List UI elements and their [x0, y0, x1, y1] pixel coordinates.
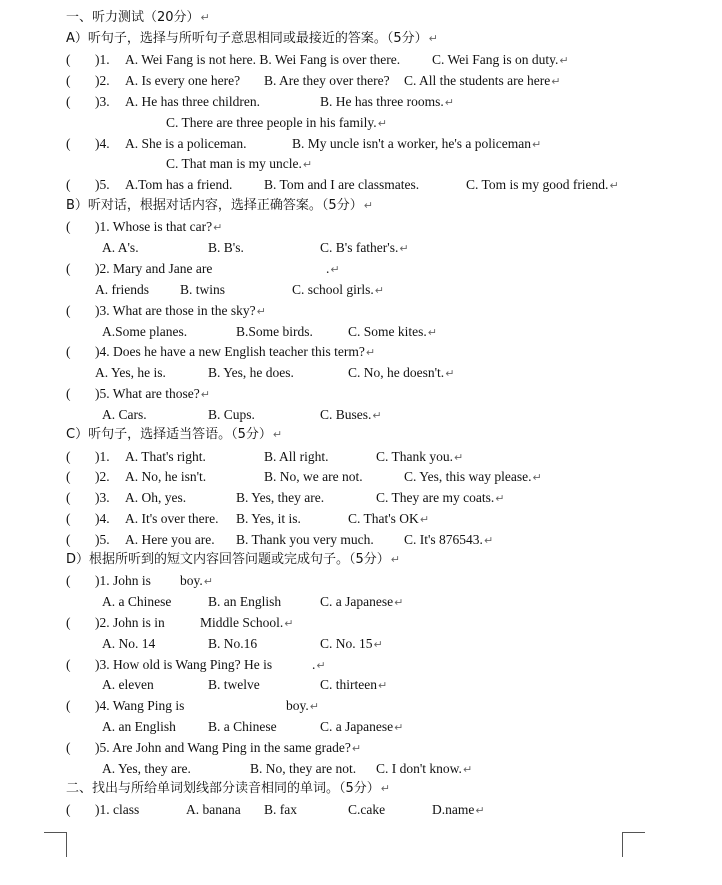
- question-text: C. I don't know.↵: [376, 761, 473, 776]
- question-text: A. Yes, they are.: [102, 761, 191, 776]
- question-text: C. No. 15↵: [320, 636, 383, 651]
- paragraph-return-mark: ↵: [372, 409, 382, 422]
- question-text: (: [66, 469, 71, 484]
- question-text: C. Thank you.↵: [376, 449, 464, 464]
- question-text: B. an English: [208, 594, 282, 609]
- question-text: A. A's.: [102, 240, 139, 255]
- paragraph-return-mark: ↵: [272, 428, 283, 441]
- paragraph-return-mark: ↵: [363, 199, 373, 212]
- question-text: (: [66, 511, 71, 526]
- question-text: )1.: [95, 52, 110, 67]
- question-text: C. a Japanese↵: [320, 594, 404, 609]
- question-text: (: [66, 657, 71, 672]
- question-text: )3.: [95, 490, 110, 505]
- question-text: C. Some kites.↵: [348, 324, 437, 339]
- paragraph-return-mark: ↵: [380, 782, 390, 795]
- paragraph-return-mark: ↵: [609, 179, 619, 192]
- question-text: (: [66, 573, 71, 588]
- paragraph-return-mark: ↵: [316, 659, 326, 672]
- paragraph-return-mark: ↵: [532, 471, 542, 484]
- question-text: )1. John is: [95, 573, 151, 588]
- question-text: (: [66, 261, 71, 276]
- question-text: A. No, he isn't.: [125, 469, 207, 484]
- question-text: Middle School.↵: [200, 615, 294, 630]
- question-text: )4.: [95, 136, 110, 151]
- question-text: A. He has three children.: [125, 94, 260, 109]
- paragraph-return-mark: ↵: [559, 54, 569, 67]
- question-text: (: [66, 219, 71, 234]
- question-text: )2. Mary and Jane are: [95, 261, 213, 276]
- paragraph-return-mark: ↵: [428, 32, 438, 45]
- question-text: C. There are three people in his family.↵: [166, 115, 387, 130]
- question-text: )2.: [95, 469, 110, 484]
- question-text: C. Buses.↵: [320, 407, 382, 422]
- question-text: A. It's over there.: [125, 511, 219, 526]
- paragraph-return-mark: ↵: [445, 367, 455, 380]
- paragraph-return-mark: ↵: [284, 617, 294, 630]
- question-text: )1. class: [95, 802, 140, 817]
- paragraph-return-mark: ↵: [495, 492, 505, 505]
- paragraph-return-mark: ↵: [394, 596, 404, 609]
- section-heading: 一、听力测试（20分）↵: [66, 10, 210, 25]
- question-text: )1.: [95, 449, 110, 464]
- question-text: B. All right.: [264, 449, 329, 464]
- paragraph-return-mark: ↵: [213, 221, 223, 234]
- question-text: A. Here you are.: [125, 532, 215, 547]
- page-corner-mark-left: [44, 832, 67, 857]
- question-text: A. No. 14: [102, 636, 156, 651]
- paragraph-return-mark: ↵: [351, 742, 362, 755]
- question-text: C. All the students are here↵: [404, 73, 561, 88]
- question-text: A. eleven: [102, 677, 154, 692]
- question-text: .↵: [312, 657, 326, 672]
- question-text: )5.: [95, 532, 110, 547]
- question-text: C. That's OK↵: [348, 511, 430, 526]
- question-text: C. B's father's.↵: [320, 240, 409, 255]
- paragraph-return-mark: ↵: [427, 326, 437, 339]
- question-text: A. an English: [102, 719, 176, 734]
- question-text: A. Oh, yes.: [125, 490, 187, 505]
- paragraph-return-mark: ↵: [200, 11, 210, 24]
- section-heading: B）听对话，根据对话内容，选择正确答案。（5分）↵: [66, 198, 373, 213]
- question-text: (: [66, 303, 71, 318]
- question-text: A. Yes, he is.: [95, 365, 166, 380]
- question-text: (: [66, 490, 71, 505]
- paragraph-return-mark: ↵: [444, 96, 454, 109]
- question-text: )2. John is in: [95, 615, 165, 630]
- question-text: B. B's.: [208, 240, 244, 255]
- question-text: B. Thank you very much.: [236, 532, 374, 547]
- question-text: A.Some planes.: [102, 324, 188, 339]
- paragraph-return-mark: ↵: [454, 451, 464, 464]
- question-text: A. She is a policeman.: [125, 136, 247, 151]
- question-text: B. No.16: [208, 636, 258, 651]
- question-text: A.Tom has a friend.: [125, 177, 233, 192]
- paragraph-return-mark: ↵: [330, 263, 340, 276]
- paragraph-return-mark: ↵: [377, 117, 387, 130]
- question-text: (: [66, 532, 71, 547]
- paragraph-return-mark: ↵: [203, 575, 213, 588]
- paragraph-return-mark: ↵: [309, 700, 319, 713]
- question-text: )2.: [95, 73, 110, 88]
- question-text: B. My uncle isn't a worker, he's a policeman↵: [292, 136, 542, 151]
- paragraph-return-mark: ↵: [200, 388, 210, 401]
- question-text: A. Is every one here?: [125, 73, 241, 88]
- question-text: A. a Chinese: [102, 594, 172, 609]
- question-text: C. school girls.↵: [292, 282, 384, 297]
- question-text: boy.↵: [286, 698, 319, 713]
- question-text: (: [66, 136, 71, 151]
- question-text: C. a Japanese↵: [320, 719, 404, 734]
- paragraph-return-mark: ↵: [302, 158, 313, 171]
- question-text: B. twins: [180, 282, 226, 297]
- question-text: (: [66, 344, 71, 359]
- question-text: D.name↵: [432, 802, 485, 817]
- question-text: C. thirteen↵: [320, 677, 388, 692]
- question-text: B. No, they are not.: [250, 761, 357, 776]
- question-text: )1. Whose is that car?↵: [95, 219, 223, 234]
- question-text: )4.: [95, 511, 110, 526]
- question-text: A. banana: [186, 802, 241, 817]
- question-text: )5. What are those?↵: [95, 386, 210, 401]
- question-text: C. It's 876543.↵: [404, 532, 494, 547]
- paragraph-return-mark: ↵: [390, 553, 401, 566]
- question-text: B. Tom and I are classmates.: [264, 177, 420, 192]
- section-heading: A）听句子，选择与所听句子意思相同或最接近的答案。（5分）↵: [66, 31, 438, 46]
- paragraph-return-mark: ↵: [374, 284, 384, 297]
- paragraph-return-mark: ↵: [532, 138, 542, 151]
- question-text: (: [66, 386, 71, 401]
- section-heading: 二、找出与所给单词划线部分读音相同的单词。（5分）↵: [66, 781, 390, 796]
- question-text: C.cake: [348, 802, 386, 817]
- question-text: A. Wei Fang is not here. B. Wei Fang is over there.: [125, 52, 401, 67]
- question-text: B. Are they over there?: [264, 73, 390, 88]
- paragraph-return-mark: ↵: [475, 804, 485, 817]
- question-text: (: [66, 615, 71, 630]
- question-text: (: [66, 52, 71, 67]
- question-text: C. Yes, this way please.↵: [404, 469, 542, 484]
- question-text: .↵: [326, 261, 340, 276]
- paragraph-return-mark: ↵: [373, 638, 383, 651]
- question-text: (: [66, 94, 71, 109]
- section-heading: D）根据所听到的短文内容回答问题或完成句子。（5分）↵: [66, 552, 401, 567]
- question-text: (: [66, 73, 71, 88]
- question-text: )3.: [95, 94, 110, 109]
- question-text: B. Yes, they are.: [236, 490, 325, 505]
- question-text: B. He has three rooms.↵: [320, 94, 454, 109]
- paragraph-return-mark: ↵: [419, 513, 430, 526]
- question-text: )4. Does he have a new English teacher this term?↵: [95, 344, 376, 359]
- paragraph-return-mark: ↵: [365, 346, 376, 359]
- question-text: )5. Are John and Wang Ping in the same grade?↵: [95, 740, 362, 755]
- question-text: C. Wei Fang is on duty.↵: [432, 52, 569, 67]
- question-text: )4. Wang Ping is: [95, 698, 185, 713]
- question-text: B. fax: [264, 802, 297, 817]
- question-text: B. Cups.: [208, 407, 255, 422]
- paragraph-return-mark: ↵: [462, 763, 473, 776]
- question-text: C. Tom is my good friend.↵: [466, 177, 619, 192]
- question-text: C. They are my coats.↵: [376, 490, 505, 505]
- section-heading: C）听句子，选择适当答语。（5分）↵: [66, 427, 283, 442]
- page-corner-mark-right: [622, 832, 645, 857]
- question-text: B. a Chinese: [208, 719, 277, 734]
- question-text: (: [66, 449, 71, 464]
- question-text: C. That man is my uncle.↵: [166, 156, 313, 171]
- question-text: A. friends: [95, 282, 149, 297]
- question-text: B. Yes, he does.: [208, 365, 294, 380]
- question-text: A. Cars.: [102, 407, 147, 422]
- question-text: (: [66, 698, 71, 713]
- question-text: B. Yes, it is.: [236, 511, 301, 526]
- paragraph-return-mark: ↵: [394, 721, 404, 734]
- paragraph-return-mark: ↵: [483, 534, 494, 547]
- question-text: B. No, we are not.: [264, 469, 363, 484]
- question-text: C. No, he doesn't.↵: [348, 365, 455, 380]
- question-text: A. That's right.: [125, 449, 206, 464]
- paragraph-return-mark: ↵: [399, 242, 409, 255]
- question-text: )5.: [95, 177, 110, 192]
- question-text: B. twelve: [208, 677, 260, 692]
- paragraph-return-mark: ↵: [378, 679, 388, 692]
- question-text: boy.↵: [180, 573, 213, 588]
- paragraph-return-mark: ↵: [256, 305, 266, 318]
- question-text: B.Some birds.: [236, 324, 313, 339]
- question-text: )3. How old is Wang Ping? He is: [95, 657, 273, 672]
- question-text: )3. What are those in the sky?↵: [95, 303, 266, 318]
- question-text: (: [66, 177, 71, 192]
- paragraph-return-mark: ↵: [551, 75, 561, 88]
- question-text: (: [66, 740, 71, 755]
- question-text: (: [66, 802, 71, 817]
